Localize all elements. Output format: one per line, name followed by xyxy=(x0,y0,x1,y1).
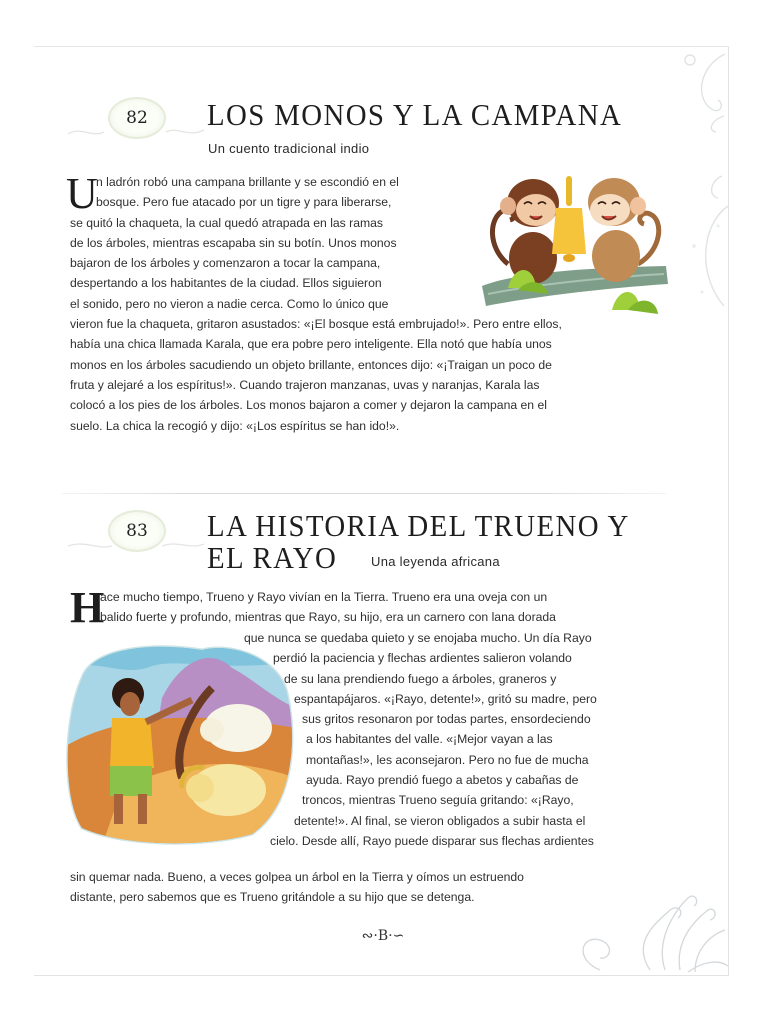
story-number-badge xyxy=(108,510,166,552)
section-divider xyxy=(62,493,666,494)
drop-cap: H xyxy=(70,583,105,632)
story-subtitle: Un cuento tradicional indio xyxy=(208,141,370,156)
story-body-text: n ladrón robó una campana brillante y se escondió en el bosque. Pero fue atacado por un tigre y para liberarse, se quitó la chaqueta, la cual quedó atrapada en las ramas de los árboles, mientras escapaba sin su botín. Unos monos bajaron de los árboles y comenzaron a tocar la campana, despertando a los habitantes de la ciudad. Ellos siguieron el sonido, pero no vieron a nadie cerca. Como lo único que vieron fue la chaqueta, gritaron asustados: «¡El bosque está embrujado!». Pero entre ellos, había una chica llamada Karala, que era pobre pero inteligente. Ella notó que había unos monos en los árboles sacudiendo un objeto brillante, entonces dijo: «¡Traigan un poco de fruta y alejaré a los espíritus!». Cuando trajeron manzanas, uvas y naranjas, Karala las colocó a los pies de los árboles. Los monos bajaron a comer y dejaron la campana en el suelo. La chica la recogió y dijo: «¡Los espíritus se han ido!». xyxy=(70,175,562,433)
story-body-text-bottom: sin quemar nada. Bueno, a veces golpea un árbol en la Tierra y oímos un estruendo distante, pero sabemos que es Trueno gritándole a su hijo que se detenga. xyxy=(70,870,524,905)
drop-cap: U xyxy=(66,169,98,218)
story-number: 82 xyxy=(126,108,148,128)
left-swash-icon: ∾· xyxy=(361,928,378,944)
story-title-line-1: LA HISTORIA DEL TRUENO Y xyxy=(207,508,630,543)
story-number-badge xyxy=(108,97,166,139)
right-swash-icon: ·∽ xyxy=(388,928,405,944)
story-subtitle: Una leyenda africana xyxy=(371,554,500,569)
page-marker: B xyxy=(377,928,389,944)
story-title-line-2: EL RAYO xyxy=(207,540,338,575)
story-title: LOS MONOS Y LA CAMPANA xyxy=(207,97,623,132)
story-body-text-wrap: que nunca se quedaba quieto y se enojaba mucho. Un día Rayo perdió la paciencia y flechas ardientes salieron volando de su lana prendiendo fuego a árboles, graneros y espantapájaros. «¡Rayo, detente!», gritó su madre, pero sus gritos resonaron por todas partes, ensordeciendo a los habitantes del valle. «¡Mejor vayan a las montañas!», les aconsejaron. Pero no fue de mucha ayuda. Rayo prendió fuego a abetos y cabañas de troncos, mientras Trueno seguía gritando: «¡Rayo, detente!». Al final, se vieron obligados a subir hasta el cielo. Desde allí, Rayo puede disparar sus flechas ardientes xyxy=(244,631,597,848)
boy-sheep-illustration xyxy=(62,638,296,846)
story-body-text-top: ace mucho tiempo, Trueno y Rayo vivían en la Tierra. Trueno era una oveja con un balido fuerte y profundo, mientras que Rayo, su hijo, era un carnero con lana dorada xyxy=(100,590,556,625)
story-number: 83 xyxy=(126,521,148,541)
swirl-decoration-top-right-icon xyxy=(680,46,730,346)
monkeys-bell-illustration xyxy=(478,168,670,318)
page-footer-ornament xyxy=(0,928,766,944)
